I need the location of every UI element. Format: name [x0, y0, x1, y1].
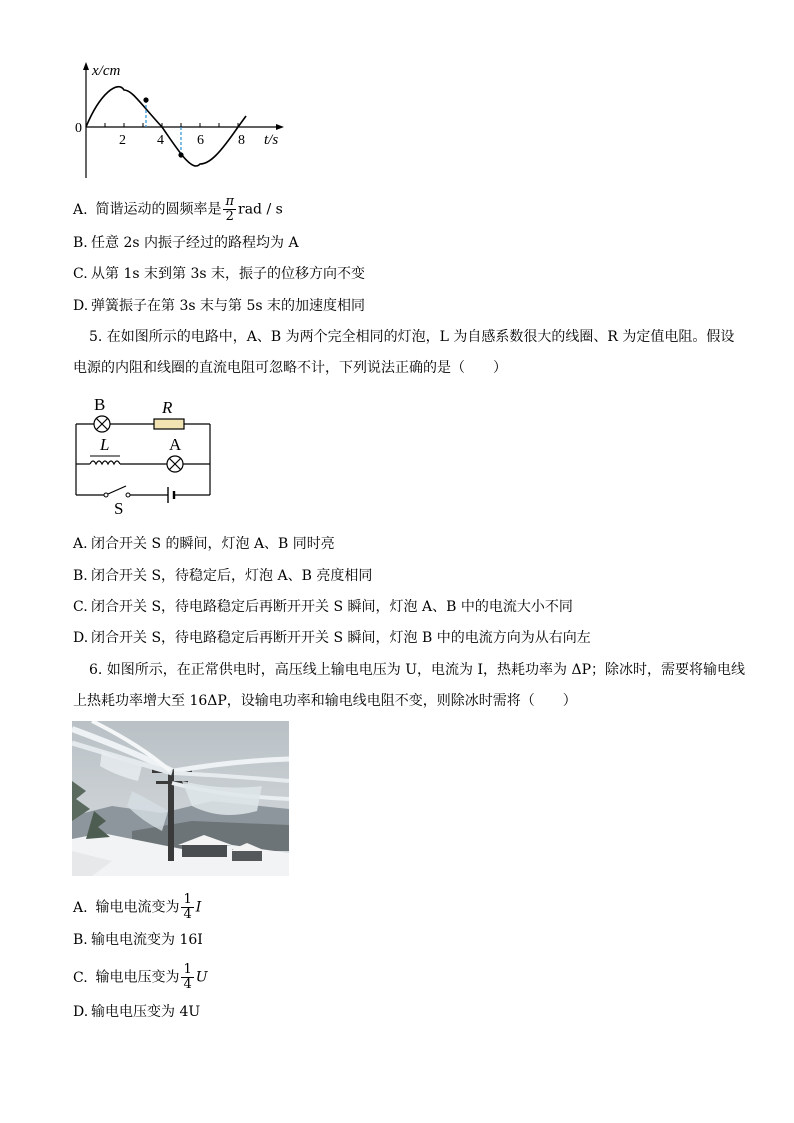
- resistor-symbol: [154, 419, 184, 429]
- y-axis-label: x/cm: [92, 63, 121, 79]
- q4-option-d: D. 弹簧振子在第 3s 末与第 5s 末的加速度相同: [73, 298, 365, 314]
- fraction: $\frac{1}{4}$: [183, 962, 192, 992]
- x-tick-8: 8: [238, 133, 245, 148]
- switch-label: S: [114, 499, 124, 517]
- q5-option-d: D. 闭合开关 S，待电路稳定后再断开开关 S 瞬间，灯泡 B 中的电流方向为从右向左: [73, 630, 591, 646]
- lamp-b-label: B: [94, 395, 106, 414]
- fraction: $\frac{\pi}{2}$: [225, 194, 234, 224]
- q6-stem-line1: 6. 如图所示，在正常供电时，高压线上输电电压为 U，电流为 I，热耗功率为 ΔP；除冰时，需要将输电线: [89, 662, 746, 678]
- q5-stem-line2: 电源的内阻和线圈的直流电阻可忽略不计，下列说法正确的是（ ）: [73, 360, 507, 376]
- sine-curve: [86, 87, 246, 166]
- q5-option-c: C. 闭合开关 S，待电路稳定后再断开开关 S 瞬间，灯泡 A、B 中的电流大小不同: [73, 599, 573, 615]
- q6-option-b: B. 输电电流变为 16I: [73, 932, 203, 948]
- q6-option-c: C. 输电电压变为 $\frac{1}{4}$ U: [73, 962, 208, 992]
- inductor-label: L: [100, 435, 110, 454]
- point-3s: [143, 97, 148, 102]
- q6-stem-line2: 上热耗功率增大至 16ΔP，设输电功率和输电线电阻不变，则除冰时需将（ ）: [73, 693, 577, 709]
- q5-option-a: A. 闭合开关 S 的瞬间，灯泡 A、B 同时亮: [73, 536, 335, 552]
- shm-graph: [70, 58, 290, 183]
- q6-option-a: A. 输电电流变为 $\frac{1}{4}$ I: [73, 892, 202, 922]
- point-5s: [178, 152, 183, 157]
- circuit-diagram: [70, 392, 220, 517]
- fraction: $\frac{1}{4}$: [183, 892, 192, 922]
- x-tick-6: 6: [197, 133, 204, 148]
- switch-symbol: [108, 486, 126, 494]
- q5-option-b: B. 闭合开关 S，待稳定后，灯泡 A、B 亮度相同: [73, 568, 373, 584]
- q5-stem-line1: 5. 在如图所示的电路中，A、B 为两个完全相同的灯泡，L 为自感系数很大的线圈、R 为定值电阻。假设: [89, 329, 735, 345]
- x-tick-2: 2: [119, 133, 126, 148]
- origin-label: 0: [75, 121, 82, 136]
- inductor-symbol: [90, 461, 120, 464]
- resistor-label: R: [162, 398, 173, 417]
- q6-option-d: D. 输电电压变为 4U: [73, 1004, 201, 1020]
- x-tick-4: 4: [157, 133, 164, 148]
- q4-option-b: B. 任意 2s 内振子经过的路程均为 A: [73, 235, 299, 251]
- x-axis-label: t/s: [264, 132, 279, 148]
- q4-option-c: C. 从第 1s 末到第 3s 末，振子的位移方向不变: [73, 266, 365, 282]
- lamp-a-label: A: [169, 435, 182, 454]
- iced-powerline-photo: [72, 721, 289, 876]
- q4-option-a: A. 简谐运动的圆频率是 $\frac{\pi}{2}$ rad / s: [73, 194, 283, 224]
